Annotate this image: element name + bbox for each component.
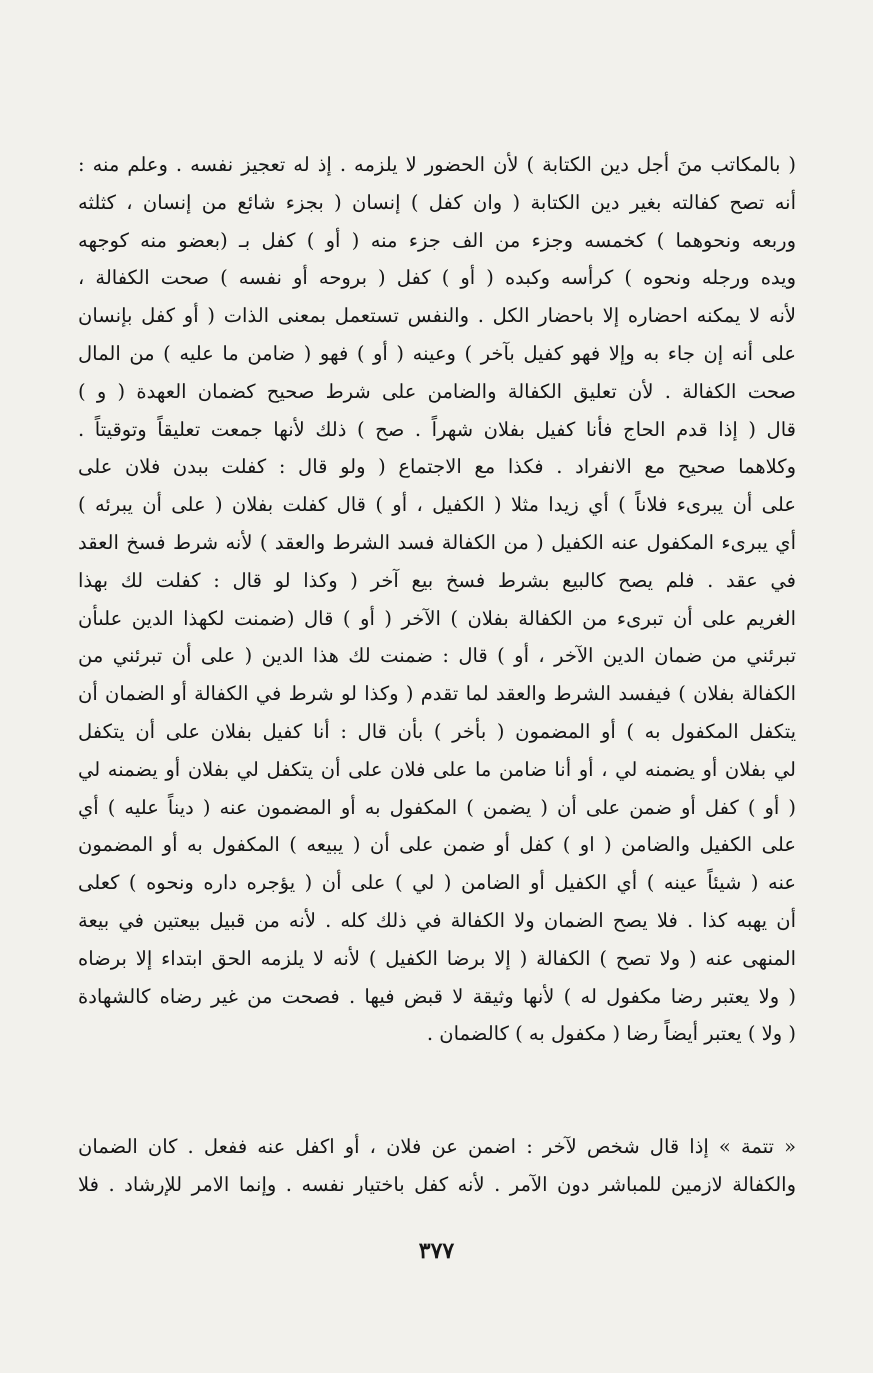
text-line: على الكفيل والضامن ( او ) كفل أو ضمن على أن ( يبيعه ) المكفول به أو المضمون bbox=[78, 833, 796, 857]
text-line: الكفالة بفلان ) فيفسد الشرط والعقد لما تقدم ( وكذا لو شرط في الكفالة أو الضمان أن bbox=[78, 682, 796, 706]
text-line: على أن يبرىء فلاناً ) أي زيدا مثلا ( الكفيل ، أو ) قال كفلت بفلان ( على أن يبرئه ) bbox=[78, 493, 796, 517]
text-line: لي بفلان أو يضمنه لي ، أو أنا ضامن ما على فلان على أن يتكفل لي بفلان أو يضمنه لي bbox=[78, 757, 796, 781]
text-line: أنه تصح كفالته بغير دين الكتابة ( وان كفل ) إنسان ( بجزء شائع من إنسان ، كثلثه bbox=[78, 190, 796, 214]
text-line: ( أو ) كفل أو ضمن على أن ( يضمن ) المكفول به أو المضمون عنه ( ديناً عليه ) أي bbox=[78, 795, 796, 819]
text-line: ( ولا يعتبر رضا مكفول له ) لأنها وثيقة لا قبض فيها . فصحت من غير رضاه كالشهادة bbox=[78, 984, 796, 1008]
text-line: وربعه ونحوهما ) كخمسه وجزء من الف جزء منه ( أو ) كفل بـ (بعضو منه كوجهه bbox=[78, 228, 796, 252]
text-line: عنه ( شيئاً عينه ) أي الكفيل أو الضامن ( لي ) على أن ( يؤجره داره ونحوه ) كعلى bbox=[78, 871, 796, 895]
text-line: أي يبرىء المكفول عنه الكفيل ( من الكفالة فسد الشرط والعقد ) لأنه شرط فسخ العقد bbox=[78, 530, 796, 554]
text-line: وكلاهما صحيح مع الانفراد . فكذا مع الاجتماع ( ولو قال : كفلت ببدن فلان على bbox=[78, 455, 796, 479]
note-text-block bbox=[78, 1128, 796, 1204]
page-number: ٣٧٧ bbox=[418, 1238, 455, 1264]
text-line: تبرئني من ضمان الدين الآخر ، أو ) قال : ضمنت لك هذا الدين ( على أن تبرئني من bbox=[78, 644, 796, 668]
text-line: صحت الكفالة . لأن تعليق الكفالة والضامن على شرط صحيح كضمان العهدة ( و ) bbox=[78, 379, 796, 403]
text-line: يتكفل المكفول به ) أو المضمون ( بأخر ) بأن قال : أنا كفيل بفلان على أن يتكفل bbox=[78, 719, 796, 743]
text-line: أن يهبه كذا . فلا يصح الضمان ولا الكفالة في ذلك كله . لأنه من قبيل بيعتين في بيعة bbox=[78, 908, 796, 932]
text-line: والكفالة لازمين للمباشر دون الآمر . لأنه كفل باختيار نفسه . وإنما الامر للإرشاد . فلا bbox=[78, 1172, 796, 1196]
text-line: الغريم على أن تبرىء من الكفالة بفلان ) الآخر ( أو ) قال (ضمنت لكهذا الدين علىأن bbox=[78, 606, 796, 630]
text-line: « تتمة » إذا قال شخص لآخر : اضمن عن فلان ، أو اكفل عنه ففعل . كان الضمان bbox=[78, 1135, 796, 1158]
text-line: المنهى عنه ( ولا تصح ) الكفالة ( إلا برضا الكفيل ) لأنه لا يلزمه الحق ابتداء إلا برضاه bbox=[78, 946, 796, 970]
text-line: لأنه لا يمكنه احضاره إلا باحضار الكل . والنفس تستعمل بمعنى الذات ( أو كفل بإنسان bbox=[78, 304, 796, 328]
text-line: ( ولا ) يعتبر أيضاً رضا ( مكفول به ) كالضمان . bbox=[426, 1022, 796, 1046]
text-line: على أنه إن جاء به وإلا فهو كفيل بآخر ) وعينه ( أو ) فهو ( ضامن ما عليه ) من المال bbox=[78, 341, 796, 365]
text-line: ( بالمكاتب منَ أجل دين الكتابة ) لأن الحضور لا يلزمه . إذ له تعجيز نفسه . وعلم منه : bbox=[78, 153, 796, 176]
text-line: قال ( إذا قدم الحاج فأنا كفيل بفلان شهراً . صح ) ذلك لأنها جمعت تعليقاً وتوقيتاً . bbox=[78, 417, 796, 441]
main-text-block bbox=[78, 146, 796, 1053]
text-line: ويده ورجله ونحوه ) كرأسه وكبده ( أو ) كفل ( بروحه أو نفسه ) صحت الكفالة ، bbox=[78, 266, 796, 290]
text-line: في عقد . فلم يصح كالبيع بشرط فسخ بيع آخر ( وكذا لو قال : كفلت لك بهذا bbox=[78, 568, 796, 592]
